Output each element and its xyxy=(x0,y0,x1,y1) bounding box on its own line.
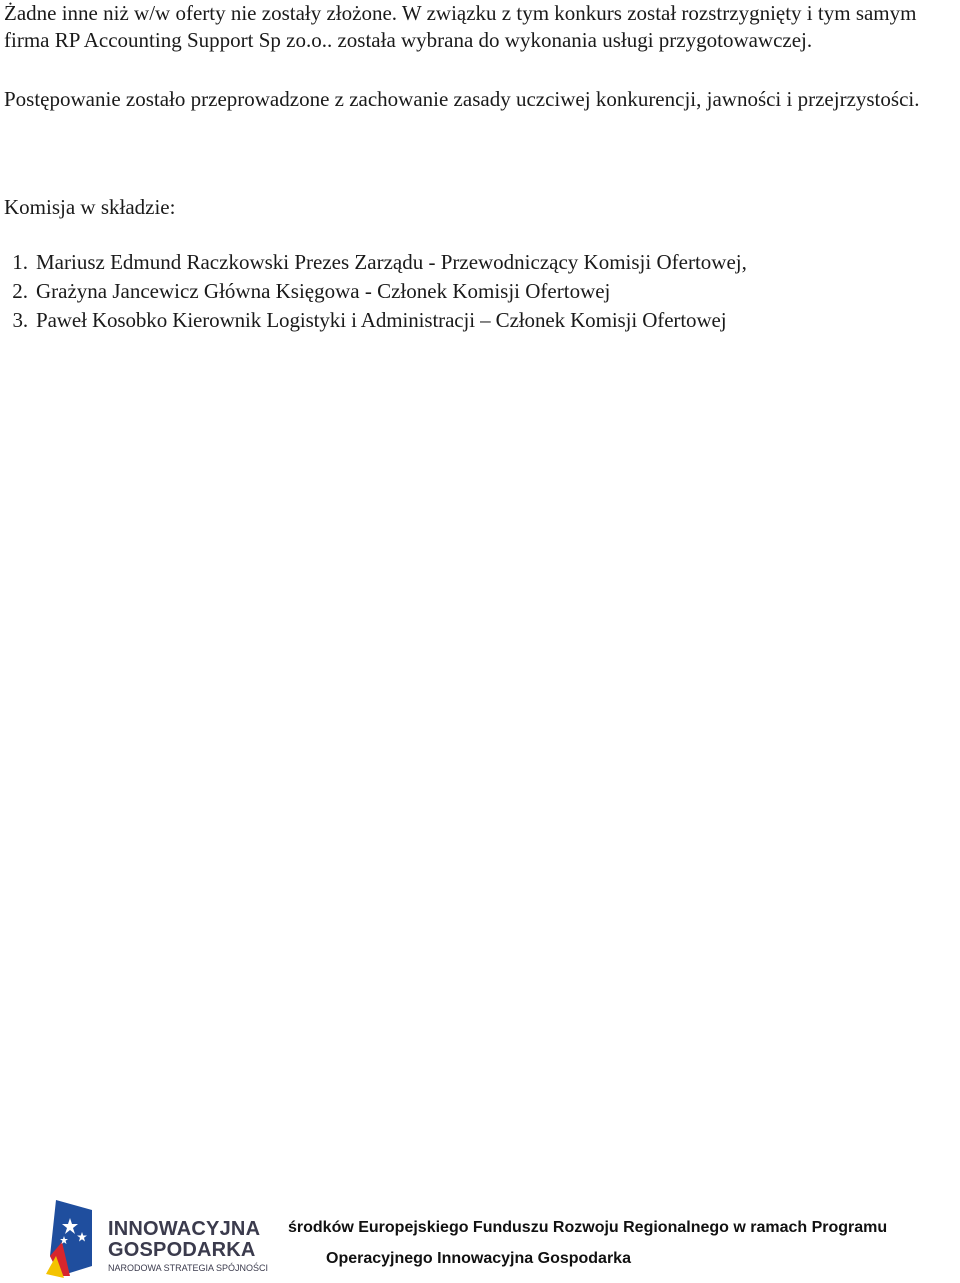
funding-statement xyxy=(288,1212,960,1274)
paragraph-procedure: Postępowanie zostało przeprowadzone z zachowanie zasady uczciwej konkurencji, jawności i przejrzystości. xyxy=(4,87,920,111)
funding-line1: środków Europejskiego Funduszu Rozwoju Regionalnego w ramach Programu xyxy=(288,1219,888,1236)
paragraph-result: Żadne inne niż w/w oferty nie zostały złożone. W związku z tym konkurs został rozstrzygnięty i tym samym firma RP Accounting Support Sp zo.o.. została wybrana do wykonania usługi przygotowawczej. xyxy=(4,1,917,52)
innowacyjna-gospodarka-logo xyxy=(40,1196,280,1278)
list-number: 2. xyxy=(12,279,28,303)
list-number: 3. xyxy=(12,308,28,332)
page-footer xyxy=(0,1190,960,1283)
funding-line2: Operacyjnego Innowacyjna Gospodarka xyxy=(326,1250,631,1267)
logo-text-line2: GOSPODARKA xyxy=(108,1239,256,1261)
committee-member xyxy=(0,248,747,277)
member-text: Grażyna Jancewicz Główna Księgowa - Członek Komisji Ofertowej xyxy=(36,279,611,303)
committee-member xyxy=(0,277,747,306)
member-text: Mariusz Edmund Raczkowski Prezes Zarządu - Przewodniczący Komisji Ofertowej, xyxy=(36,250,747,274)
logo-text-line3: NARODOWA STRATEGIA SPÓJNOŚCI xyxy=(108,1263,269,1273)
eu-flag-stars-icon xyxy=(40,1196,104,1278)
logo-text-line1: INNOWACYJNA xyxy=(108,1218,261,1240)
committee-members-list xyxy=(0,248,747,335)
committee-member xyxy=(0,306,747,335)
committee-heading: Komisja w składzie: xyxy=(4,195,176,219)
list-number: 1. xyxy=(12,250,28,274)
member-text: Paweł Kosobko Kierownik Logistyki i Administracji – Członek Komisji Ofertowej xyxy=(36,308,727,332)
